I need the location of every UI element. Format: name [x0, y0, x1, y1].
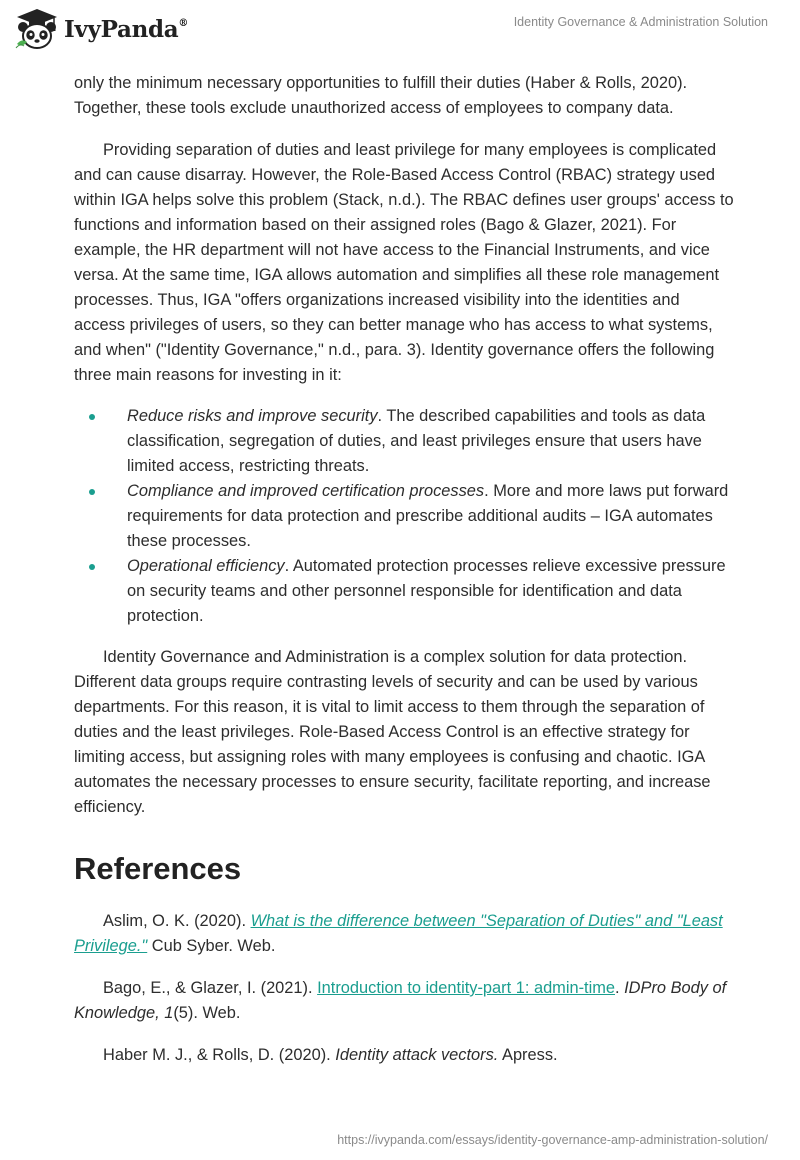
document-title: Identity Governance & Administration Solution	[513, 15, 768, 29]
reference-item: Haber M. J., & Rolls, D. (2020). Identity attack vectors. Apress.	[103, 1046, 558, 1064]
bullet-icon	[89, 489, 95, 495]
list-item-text: . More and more laws put forward requirements for data protection and prescribe additional audits – IGA automates these processes.	[127, 482, 729, 550]
list-item-text: . The described capabilities and tools as data classification, segregation of duties, and least privileges ensure that users have limited access, restricting threats.	[127, 407, 706, 475]
page-header	[0, 0, 800, 64]
references-heading: References	[74, 851, 242, 886]
list-item-title: Reduce risks and improve security	[127, 407, 378, 425]
paragraph-rbac: Providing separation of duties and least privilege for many employees is complicated and can cause disarray. However, the Role-Based Access Control (RBAC) strategy used within IGA helps solve this problem (Stack, n.d.). The RBAC defines user groups' access to functions and information based on their assigned roles (Bago & Glazer, 2021). For example, the HR department will not have access to the Financial Instruments, and vice versa. At the same time, IGA allows automation and simplifies all these role management processes. Thus, IGA "offers organizations increased visibility into the identities and access privileges of users, so they can better manage who has access to what systems, and when" ("Identity Governance," n.d., para. 3). Identity governance offers the following three main reasons for investing in it:	[74, 141, 734, 384]
list-item-title: Compliance and improved certification processes	[127, 482, 485, 500]
ivypanda-logo[interactable]	[14, 8, 188, 50]
paragraph-continued: only the minimum necessary opportunities to fulfill their duties (Haber & Rolls, 2020). Together, these tools exclude unauthorized access of employees to company data.	[74, 74, 688, 117]
reasons-list	[74, 404, 734, 629]
list-item	[74, 479, 734, 554]
bullet-icon	[89, 414, 95, 420]
essay-content	[74, 71, 734, 1068]
logo-text: IvyPanda®	[64, 15, 189, 43]
reference-link[interactable]: Introduction to identity-part 1: admin-time	[317, 979, 616, 997]
panda-icon	[14, 8, 60, 50]
list-item-text: . Automated protection processes relieve excessive pressure on security teams and other personnel responsible for identification and data protection.	[127, 557, 726, 625]
list-item-title: Operational efficiency	[127, 557, 285, 575]
list-item	[74, 404, 734, 479]
reference-item: Aslim, O. K. (2020). What is the difference between "Separation of Duties" and "Least Privilege." Cub Syber. Web.	[74, 912, 723, 955]
registered-mark: ®	[178, 17, 189, 29]
reference-link[interactable]: What is the difference between "Separation of Duties" and "Least Privilege."	[74, 912, 723, 955]
list-item	[74, 554, 734, 629]
bullet-icon	[89, 564, 95, 570]
reference-item: Bago, E., & Glazer, I. (2021). Introduction to identity-part 1: admin-time. IDPro Body of Knowledge, 1(5). Web.	[74, 979, 727, 1022]
source-url[interactable]: https://ivypanda.com/essays/identity-governance-amp-administration-solution/	[337, 1133, 768, 1147]
paragraph-conclusion: Identity Governance and Administration is a complex solution for data protection. Different data groups require contrasting levels of security and can be used by various departments. For this reason, it is vital to limit access to them through the separation of duties and the least privileges. Role-Based Access Control is an effective strategy for limiting access, but assigning roles with many employees is confusing and chaotic. IGA automates the necessary processes to ensure security, facilitate reporting, and increase efficiency.	[74, 648, 711, 816]
